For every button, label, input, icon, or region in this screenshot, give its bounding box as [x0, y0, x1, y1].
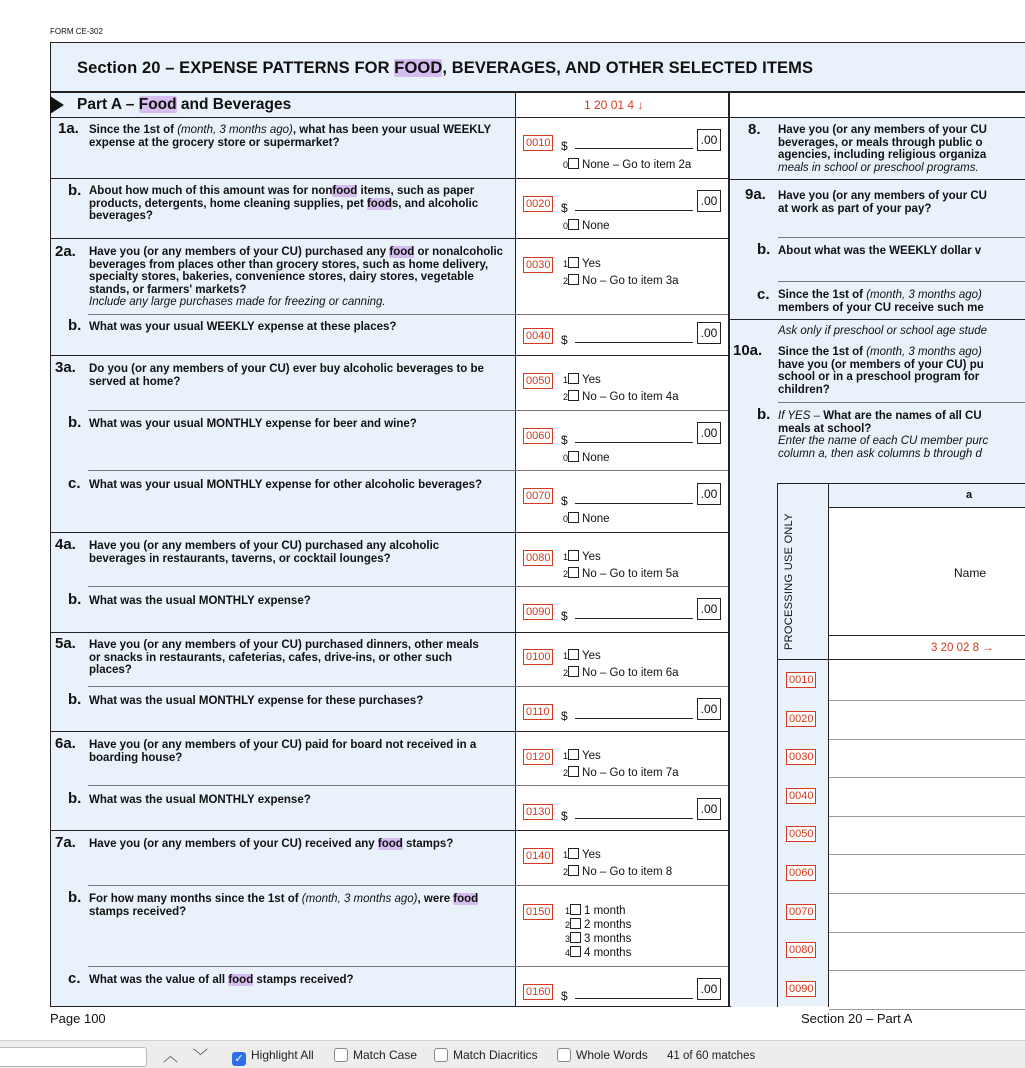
processing-row-code: 0040 — [786, 788, 816, 804]
whole-words-checkbox[interactable]: Whole Words — [557, 1048, 648, 1062]
code-0150: 0150 — [523, 904, 553, 920]
q1a-text: Since the 1st of (month, 3 months ago), what has been your usual WEEKLY expense at the grocery store or supermarket? — [89, 124, 491, 149]
processing-row-code: 0010 — [786, 672, 816, 688]
processing-row-code: 0020 — [786, 711, 816, 727]
code-0140: 0140 — [523, 848, 553, 864]
section-footer: Section 20 – Part A — [801, 1011, 913, 1026]
processing-use-only-label: PROCESSING USE ONLY — [783, 513, 795, 650]
code-0090: 0090 — [523, 604, 553, 620]
q3b-none-option[interactable]: 0 None — [563, 452, 610, 464]
section-title: Section 20 – EXPENSE PATTERNS FOR FOOD, BEVERAGES, AND OTHER SELECTED ITEMS — [77, 59, 814, 77]
processing-name-cell[interactable] — [829, 971, 1025, 1010]
code-0160: 0160 — [523, 984, 553, 1000]
q10a-text: Since the 1st of (month, 3 months ago) have you (or members of your CU) pu school or in a preschool program for children? — [778, 346, 984, 396]
processing-row-code: 0030 — [786, 749, 816, 765]
processing-name-cell[interactable] — [829, 894, 1025, 933]
find-previous-button[interactable]: ︿ — [163, 1048, 179, 1065]
q3a-no-option[interactable]: 2 No – Go to item 4a — [563, 391, 679, 403]
match-case-checkbox[interactable]: Match Case — [334, 1048, 417, 1062]
code-0120: 0120 — [523, 749, 553, 765]
q6a-yes-option[interactable]: 1 Yes — [563, 750, 601, 762]
q1b-none-option[interactable]: 0 None — [563, 220, 610, 232]
q2a-yes-option[interactable]: 1 Yes — [563, 258, 601, 270]
q7b-text: For how many months since the 1st of (month, 3 months ago), were food stamps received? — [89, 893, 479, 918]
q2a-text: Have you (or any members of your CU) purchased any food or nonalcoholic beverages from places other than grocery stores, such as home delivery, specialty stores, bakeries, convenience stores, dairy stores, vegetable stands, or farmers' markets? Include any large purchases made for freezing or canning. — [89, 246, 504, 308]
q2a-no-option[interactable]: 2 No – Go to item 3a — [563, 275, 679, 287]
processing-row-code: 0090 — [786, 981, 816, 997]
q3c-none-option[interactable]: 0 None — [563, 513, 610, 525]
q7b-option-1[interactable]: 1 1 month — [565, 905, 626, 917]
code-0060: 0060 — [523, 428, 553, 444]
q4a-no-option[interactable]: 2 No – Go to item 5a — [563, 568, 679, 580]
code-0130: 0130 — [523, 804, 553, 820]
processing-name-cell[interactable] — [829, 932, 1025, 971]
processing-name-cell[interactable] — [829, 739, 1025, 778]
find-input[interactable] — [0, 1047, 147, 1067]
code-0010: 0010 — [523, 135, 553, 151]
processing-name-cell[interactable] — [829, 855, 1025, 894]
match-diacritics-checkbox[interactable]: Match Diacritics — [434, 1048, 538, 1062]
processing-name-cell[interactable] — [829, 662, 1025, 701]
q7a-yes-option[interactable]: 1 Yes — [563, 849, 601, 861]
code-0070: 0070 — [523, 488, 553, 504]
q1b-text: About how much of this amount was for nonfood items, such as paper products, detergents, home cleaning supplies, pet foods, and alcoholic beverages? — [89, 185, 479, 222]
checkmark-icon: ✓ — [232, 1052, 246, 1066]
q7b-option-4[interactable]: 4 4 months — [565, 947, 632, 959]
column-code: 3 20 02 8 → — [931, 642, 994, 654]
q7a-text: Have you (or any members of your CU) received any food stamps? — [89, 838, 454, 850]
q7b-option-2[interactable]: 2 2 months — [565, 919, 632, 931]
code-0100: 0100 — [523, 649, 553, 665]
processing-row-code: 0050 — [786, 826, 816, 842]
form-page: FORM CE-302 Section 20 – EXPENSE PATTERNS FOR FOOD, BEVERAGES, AND OTHER SELECTED ITEMS Part A – Food and Beverages 1 20 01 4 ↓ 1a. Since the 1st of (month, 3 months ago), what has been your usual WEEKLY expense at the grocery store or supermarket? 0010 $ .00 0 None – Go to item 2a b. About how much of this amount was for nonfood items, such as paper products, detergents, home cleaning supplies, pet foods, and alcoholic beverages? 0020 $ .00 0 None 2a. Have you (or any members of your CU) purchased any food or nonalcoholic beverages from places other than grocery stores, such as home delivery, specialty stores, bakeries, convenience stores, dairy stores, vegetable stands, or farmers' markets? Include any large purchases made for freezing or canning. 0030 1 Yes 2 No – Go to item 3a b. What was your usual WEEKLY expense at these places? 0040 $ .00 3a. Do you (or any members of your CU) ever buy alcoholic beverages to be served at home? 0050 1 Yes 2 No – Go to item 4a b. What was your usual MONTHLY expense for beer and wine? 0060 $ .00 0 None c. What was your usual MONTHLY expense for other alcoholic beverages? 0070 $ .00 0 None 4a. Have you (or any members of your CU) purchased any alcoholic beverages in restaurants, taverns, or cocktail lounges? 0080 1 Yes 2 No – Go to item 5a b. What was the usual MONTHLY expense? 0090 $ .00 5a. Have you (or any members of your CU) purchased dinners, other meals or snacks in restaurants, cafeterias, cafes, drive-ins, or other such places? 0100 1 Yes 2 No – Go to item 6a b. What was the usual MONTHLY expense for these purchases? 0110 $ .00 6a. Have you (or any members of your CU) paid for board not received in a boarding house? 0120 1 Yes 2 No – Go to item 7a b. What was the usual MONTHLY expense? 0130 $ .00 7a. Have you (or any members of your CU) received any food stamps? 0140 1 Yes 2 No – Go to item 8 b. For how many months since the 1st of (month, 3 months ago), were food stamps received? 0150 1 1 month 2 2 months 3 3 months 4 4 months c. What was the value of all food stamps received? 0160 $ .00 8. Have you (or any members of your CU beverages, or meals through public o agencies, including religious organiza meals in school or preschool programs. 9a. Have you (or any members of your CU at work as part of your pay? b. About what was the WEEKLY dollar v c. Since the 1st of (month, 3 months ago) members of your CU receive such me Ask only if preschool or school age stude 10a. Since the 1st of (month, 3 months ago) have you (or members of your CU) pu school or in a preschool program for children? b. If YES – What are the names of all CU meals at school? Enter the name of each CU member purc column a, then ask columns b through d a Name 3 20 02 8 → PROCESSING USE ONLY 0010 0020 0030 0040 0050 0060 0070 0080 0090 Page 100 Section 20 – Part A — [0, 0, 1025, 1040]
find-bar — [0, 1040, 1025, 1068]
q7b-option-3[interactable]: 3 3 months — [565, 933, 632, 945]
code-0030: 0030 — [523, 257, 553, 273]
find-next-button[interactable]: ﹀ — [193, 1048, 209, 1065]
processing-name-cell[interactable] — [829, 778, 1025, 817]
q9c-text: Since the 1st of (month, 3 months ago) members of your CU receive such me — [778, 289, 984, 314]
q5a-yes-option[interactable]: 1 Yes — [563, 650, 601, 662]
processing-row-code: 0080 — [786, 942, 816, 958]
name-column-header: Name — [954, 566, 987, 580]
header-code: 1 20 01 4 ↓ — [584, 98, 644, 112]
section-header — [50, 42, 1025, 92]
code-0050: 0050 — [523, 373, 553, 389]
q4a-yes-option[interactable]: 1 Yes — [563, 551, 601, 563]
processing-row-code: 0060 — [786, 865, 816, 881]
q10b-text: If YES – What are the names of all CU meals at school? Enter the name of each CU member purc column a, then ask columns b through d — [778, 410, 989, 460]
q9a-text: Have you (or any members of your CU at work as part of your pay? — [778, 190, 987, 215]
q8-text: Have you (or any members of your CU beverages, or meals through public o agencies, including religious organiza meals in school or preschool programs. — [778, 124, 987, 174]
part-a-title: Part A – Food and Beverages — [77, 96, 292, 113]
q6a-no-option[interactable]: 2 No – Go to item 7a — [563, 767, 679, 779]
q3a-yes-option[interactable]: 1 Yes — [563, 374, 601, 386]
q7c-text: What was the value of all food stamps received? — [89, 974, 354, 986]
page-number: Page 100 — [50, 1011, 106, 1026]
q7a-no-option[interactable]: 2 No – Go to item 8 — [563, 866, 673, 878]
match-count: 41 of 60 matches — [667, 1050, 756, 1062]
q1a-none-option[interactable]: 0 None – Go to item 2a — [563, 159, 692, 171]
form-id: FORM CE-302 — [50, 27, 103, 36]
q1a: 1a. — [58, 120, 79, 137]
q7b-month-options[interactable] — [565, 904, 631, 960]
highlight-all-checkbox[interactable]: ✓ Highlight All — [232, 1048, 314, 1066]
code-0110: 0110 — [523, 704, 553, 720]
code-0020: 0020 — [523, 196, 553, 212]
cents-box: .00 — [697, 129, 721, 151]
q5a-no-option[interactable]: 2 No – Go to item 6a — [563, 667, 679, 679]
processing-row-code: 0070 — [786, 904, 816, 920]
code-0040: 0040 — [523, 328, 553, 344]
processing-name-cell[interactable] — [829, 701, 1025, 740]
processing-name-cell[interactable] — [829, 816, 1025, 855]
part-a-marker-icon — [50, 96, 64, 114]
code-0080: 0080 — [523, 550, 553, 566]
